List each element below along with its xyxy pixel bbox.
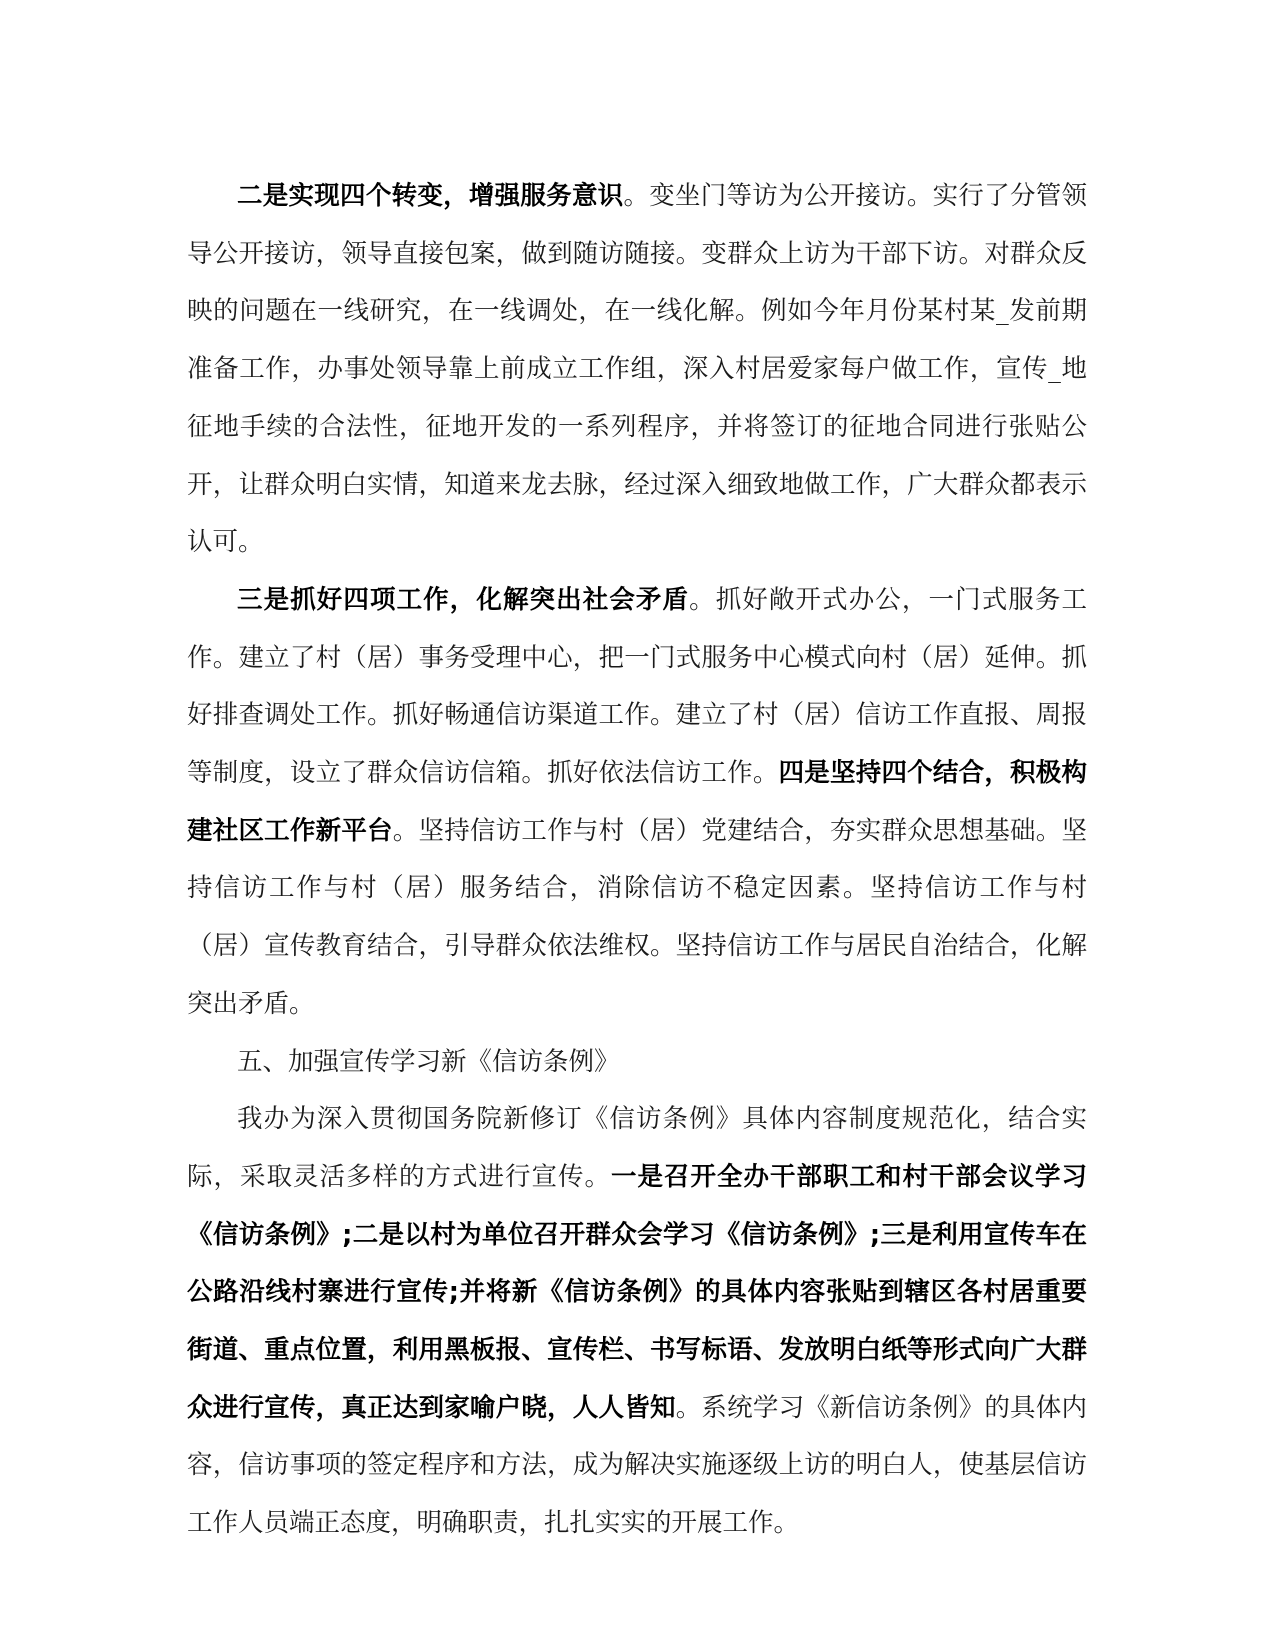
text-run: 。坚持信访工作与村（居）党建结合，夯实群众思想基础。坚持信访工作与村（居）服务结合，消除信访不稳定因素。坚持信访工作与村（居）宣传教育结合，引导群众依法维权。坚持信访工作与居民自治结合，化解突出矛盾。: [187, 815, 1087, 1019]
paragraph-service-awareness: [187, 168, 1087, 572]
paragraph-four-works: [187, 572, 1087, 1034]
bold-heading-run: 三是抓好四项工作，化解突出社会矛盾: [237, 584, 690, 615]
section-heading: [187, 1034, 1087, 1092]
bold-heading-run: 四是坚持四个结合，积极构建社区工作新平台: [187, 758, 1087, 846]
bold-heading-run: 二是实现四个转变，增强服务意识: [237, 181, 624, 211]
paragraph-publicity: [187, 1091, 1087, 1553]
section-heading-text: 五、加强宣传学习新《信访条例》: [237, 1046, 620, 1077]
text-run: 。变坐门等访为公开接访。实行了分管领导公开接访，领导直接包案，做到随访随接。变群众上访为干部下访。对群众反映的问题在一线研究，在一线调处，在一线化解。例如今年月份某村某_发前期准备工作，办事处领导靠上前成立工作组，深入村居爱家每户做工作，宣传_地征地手续的合法性，征地开发的一系列程序，并将签订的征地合同进行张贴公开，让群众明白实情，知道来龙去脉，经过深入细致地做工作，广大群众都表示认可。: [187, 181, 1087, 558]
text-run: 我办为深入贯彻国务院新修订《信访条例》具体内容制度规范化，结合实际，采取灵活多样的方式进行宣传。: [187, 1104, 1087, 1192]
document-body: [187, 168, 1087, 1553]
text-run: 。系统学习《新信访条例》的具体内容，信访事项的签定程序和方法，成为解决实施逐级上访的明白人，使基层信访工作人员端正态度，明确职责，扎扎实实的开展工作。: [187, 1392, 1087, 1539]
text-run: 。抓好敞开式办公，一门式服务工作。建立了村（居）事务受理中心，把一门式服务中心模式向村（居）延伸。抓好排查调处工作。抓好畅通信访渠道工作。建立了村（居）信访工作直报、周报等制度，设立了群众信访信箱。抓好依法信访工作。: [187, 584, 1087, 789]
bold-heading-run: 一是召开全办干部职工和村干部会议学习《信访条例》;二是以村为单位召开群众会学习《信访条例》;三是利用宣传车在公路沿线村寨进行宣传;并将新《信访条例》的具体内容张贴到辖区各村居重要街道、重点位置，利用黑板报、宣传栏、书写标语、发放明白纸等形式向广大群众进行宣传，真正达到家喻户晓，人人皆知: [187, 1161, 1087, 1423]
